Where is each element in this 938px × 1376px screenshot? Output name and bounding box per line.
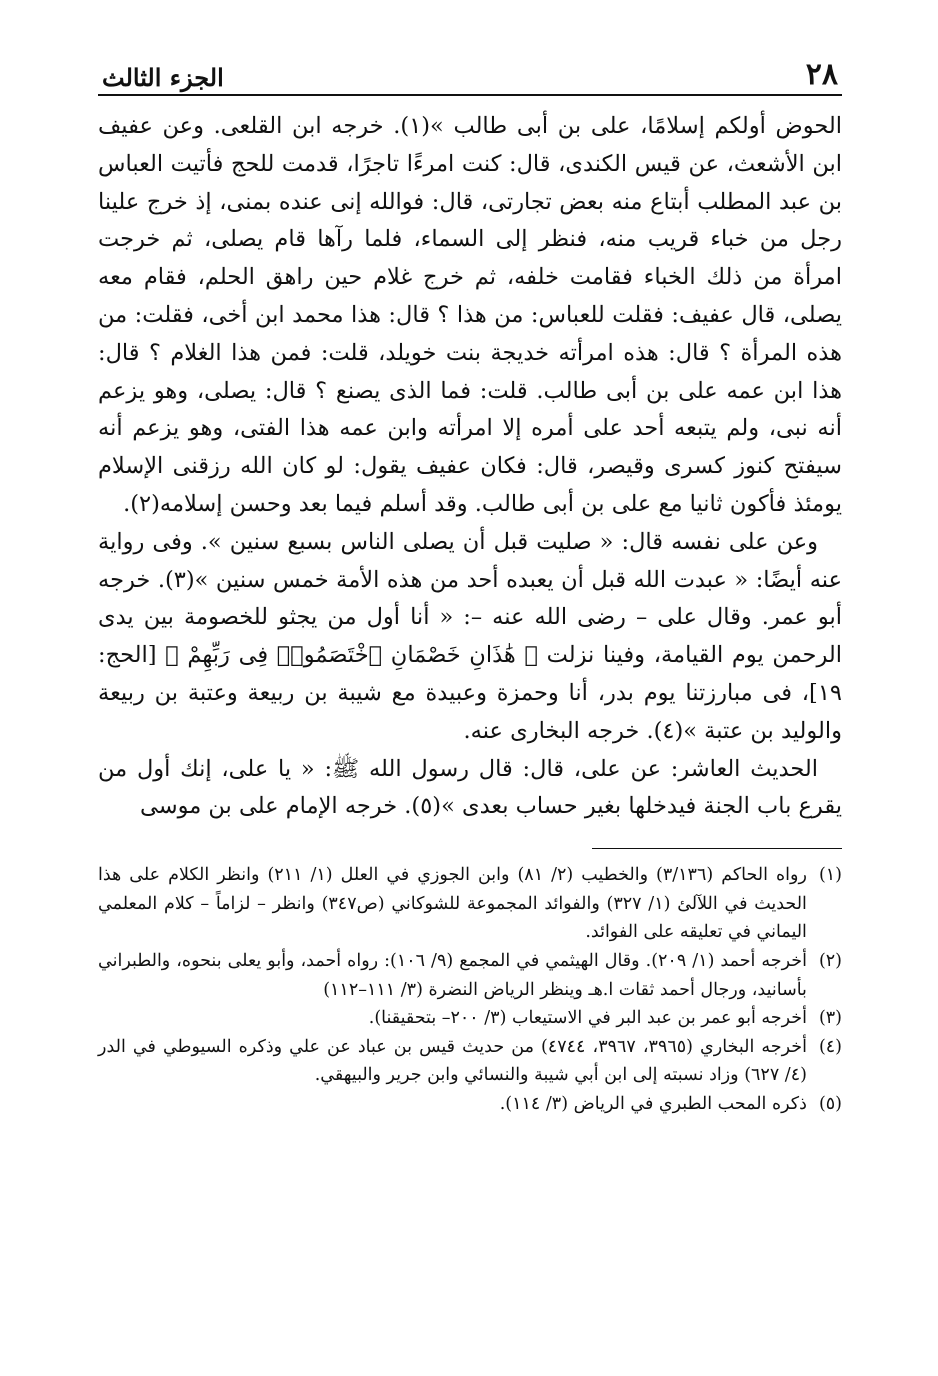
running-title: الجزء الثالث (102, 63, 224, 92)
footnote (98, 1090, 842, 1119)
footnote-number: (٥) (818, 1093, 842, 1114)
paragraph: وعن على نفسه قال: « صليت قبل أن يصلى الناس بسبع سنين ». وفى رواية عنه أيضًا: « عبدت الله قبل أن يعبده أحد من هذه الأمة خمس سنين »(٣). خرجه أبو عمر. وقال على – رضى الله عنه –: « أنا أول من يجثو للخصومة بين يدى الرحمن يوم القيامة، وفينا نزلت ﴿ هَٰذَانِ خَصْمَانِ ٱخْتَصَمُوا۟ فِى رَبِّهِمْ ﴾ [الحج: ١٩]، فى مبارزتنا يوم بدر، أنا وحمزة وعبيدة مع شيبة بن ربيعة وعتبة بن ربيعة والوليد بن عتبة »(٤). خرجه البخارى عنه. (98, 528, 842, 744)
footnote-number: (١) (818, 865, 842, 886)
footnote-text: ذكره المحب الطبري في الرياض (٣/ ١١٤). (499, 1093, 807, 1114)
footnote-text: أخرجه أبو عمر بن عبد البر في الاستيعاب (٣/ ٢٠٠– بتحقيقنا). (368, 1008, 807, 1029)
footnote-text: أخرجه أحمد (١/ ٢٠٩). وقال الهيثمي في المجمع (٩/ ١٠٦): رواه أحمد، وأبو يعلى بنحوه، والطبراني بأسانيد، ورجال أحمد ثقات ا.هـ وينظر الرياض النضرة (٣/ ١١١–١١٢) (98, 950, 807, 1000)
paragraph: الحديث العاشر: عن على، قال: قال رسول الله ﷺ: « يا على، إنك أول من يقرع باب الجنة فيدخلها بغير حساب بعدى »(٥). خرجه الإمام على بن موسى (98, 755, 842, 820)
footnote (98, 1004, 842, 1033)
page-header (98, 52, 842, 96)
footnotes (98, 861, 842, 1118)
footnote-number: (٢) (818, 950, 842, 971)
page-number: ٢٨ (805, 57, 838, 92)
footnote-text: رواه الحاكم (٣/١٣٦) والخطيب (٢/ ٨١) وابن الجوزي في العلل (١/ ٢١١) وانظر الكلام على هذا الحديث في اللآلئ (١/ ٣٢٧) والفوائد المجموعة للشوكاني (ص٣٤٧) وانظر – لزاماً – كلام المعلمي اليماني في تعليقه على الفوائد. (98, 865, 807, 943)
footnote (98, 861, 842, 947)
footnote (98, 947, 842, 1004)
main-text (98, 108, 842, 826)
footnote (98, 1033, 842, 1090)
footnote-text: أخرجه البخاري (٣٩٦٥، ٣٩٦٧، ٤٧٤٤) من حديث قيس بن عباد عن علي وذكره السيوطي في الدر (٤/ ٦٢٧) وزاد نسبته إلى ابن أبي شيبة والنسائي وابن جرير والبيهقي. (98, 1036, 807, 1086)
footnote-divider (592, 848, 842, 849)
paragraph: الحوض أولكم إسلامًا، على بن أبى طالب »(١). خرجه ابن القلعى. وعن عفيف ابن الأشعث، عن قيس الكندى، قال: كنت امرءًا تاجرًا، قدمت للحج فأتيت العباس بن عبد المطلب أبتاع منه بعض تجارتى، قال: فوالله إنى عنده بمنى، إذ خرج علينا رجل من خباء قريب منه، فنظر إلى السماء، فلما رآها قام يصلى، ثم خرجت امرأة من ذلك الخباء فقامت خلفه، ثم خرج غلام حين راهق الحلم، فقام معه يصلى، قال عفيف: فقلت للعباس: من هذا ؟ قال: هذا محمد ابن أخى، فقلت: من هذه المرأة ؟ قال: هذه امرأته خديجة بنت خويلد، قلت: فمن هذا الغلام ؟ قال: هذا ابن عمه على بن أبى طالب. قلت: فما الذى يصنع ؟ قال: يصلى، وهو يزعم أنه نبى، ولم يتبعه أحد على أمره إلا امرأته وابن عمه هذا الفتى، وهو يزعم أنه سيفتح كنوز كسرى وقيصر، قال: فكان عفيف يقول: لو كان الله رزقنى الإسلام يومئذ فأكون ثانيا مع على بن أبى طالب. وقد أسلم فيما بعد وحسن إسلامه(٢). (98, 113, 842, 517)
footnote-number: (٤) (818, 1036, 842, 1057)
footnote-number: (٣) (818, 1008, 842, 1029)
